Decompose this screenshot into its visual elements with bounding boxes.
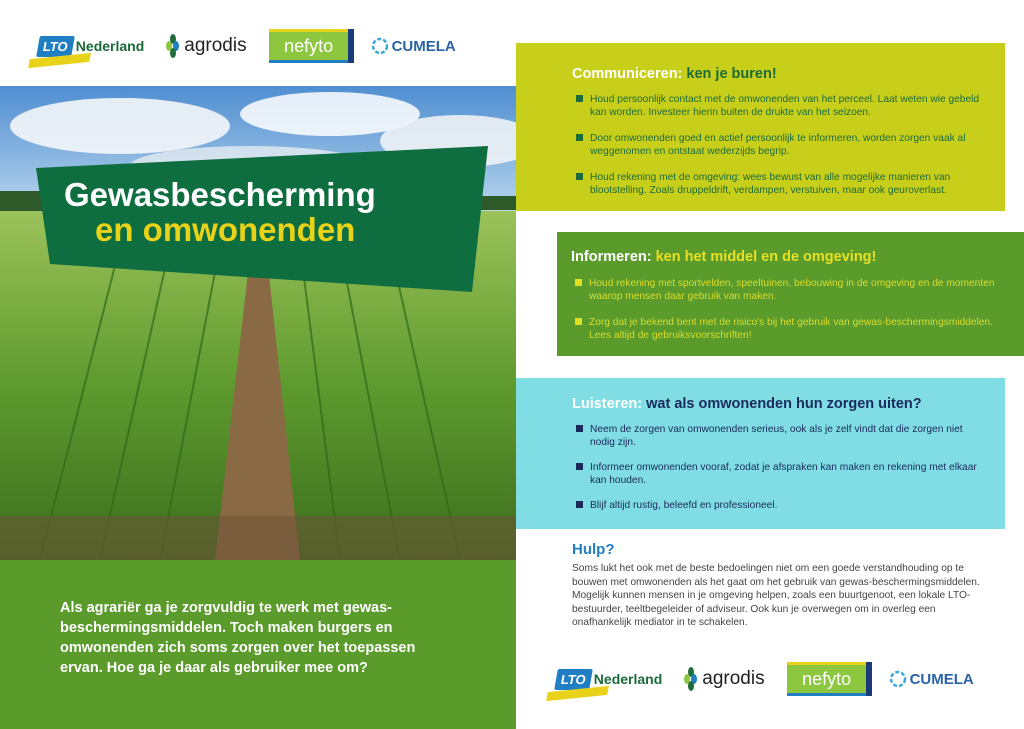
lto-badge: LTO [554,669,592,690]
informeren-list [575,277,995,355]
list-item: Houd rekening met de omgeving: wees bewust van alle mogelijke manieren van blootstelling. Zoals druppeldrift, verdampen, verstuiven, maar ook geuroverlast. [576,171,986,197]
communiceren-list [576,93,986,210]
nefyto-logo [787,662,867,696]
luisteren-heading [572,396,922,412]
page-title: Gewasbescherming [64,176,376,213]
informeren-rest: ken het middel en de omgeving! [655,249,877,265]
nefyto-logo [269,29,349,63]
communiceren-box [516,43,1005,211]
cumela-wave-icon [371,37,389,55]
luisteren-key: Luisteren: [572,396,643,412]
cumela-logo [889,670,974,688]
agrodis-logo [166,34,246,58]
list-item: Informeer omwonenden vooraf, zodat je afspraken kan maken en rekening met elkaar kan houden. [576,461,986,487]
cumela-wave-icon [889,670,907,688]
hulp-title: Hulp? [572,541,615,558]
intro-text: Als agrariër ga je zorgvuldig te werk met gewas-beschermingsmiddelen. Toch maken burgers en omwonenden zich soms zorgen over het toepassen ervan. Hoe ga je daar als gebruiker mee om? [60,600,416,676]
list-item: Houd persoonlijk contact met de omwonenden van het perceel. Laat weten wie gebeld kan worden. Investeer hierin buiten de drukte van het seizoen. [576,93,986,119]
agrodis-leaf-icon [684,667,698,691]
agrodis-name: agrodis [184,35,247,56]
agrodis-leaf-icon [166,34,180,58]
luisteren-box [516,378,1005,529]
cumela-logo [371,37,456,55]
list-item: Zorg dat je bekend bent met de risico's bij het gebruik van gewas-beschermingsmiddelen. Lees altijd de gebruiksvoorschriften! [575,316,995,342]
lto-logo [38,36,144,57]
cumela-name: CUMELA [909,670,974,688]
informeren-heading [571,249,876,265]
cumela-name: CUMELA [391,37,456,55]
lto-logo [556,669,662,690]
list-item: Houd rekening met sportvelden, speeltuinen, bebouwing in de omgeving en de momenten waarop mensen daar gebruik van maken. [575,277,995,303]
agrodis-name: agrodis [702,668,765,689]
nefyto-name: nefyto [802,668,852,689]
page-subtitle: en omwonenden [95,211,356,248]
list-item: Neem de zorgen van omwonenden serieus, ook als je zelf vindt dat die zorgen niet nodig zijn. [576,423,986,449]
communiceren-rest: ken je buren! [686,66,777,82]
communiceren-heading [572,66,777,82]
informeren-key: Informeren: [571,249,652,265]
lto-badge: LTO [36,36,74,57]
list-item: Blijf altijd rustig, beleefd en professioneel. [576,499,986,512]
list-item: Door omwonenden goed en actief persoonlijk te informeren, worden zorgen vaak al weggenomen en ontstaat wederzijds begrip. [576,132,986,158]
luisteren-rest: wat als omwonenden hun zorgen uiten? [646,396,922,412]
top-logo-row [38,28,456,64]
hulp-text: Soms lukt het ook met de beste bedoelingen niet om een goede verstandhouding op te bouwen met omwonenden als het gaat om het gebruik van gewas-beschermingsmiddelen. Mogelijk kunnen mensen in je omgeving helpen, zoals een buurtgenoot, een lokale LTO-bestuurder, teeltbegeleider of adviseur. Ook kun je overwegen om in overleg een onafhankelijk mediator in te schakelen. [572,563,980,629]
lto-name: Nederland [593,671,663,687]
agrodis-logo [684,667,764,691]
luisteren-list [576,423,986,524]
nefyto-name: nefyto [284,35,334,56]
communiceren-key: Communiceren: [572,66,683,82]
informeren-box [557,232,1024,356]
lto-name: Nederland [75,38,145,54]
bottom-logo-row [556,660,974,698]
